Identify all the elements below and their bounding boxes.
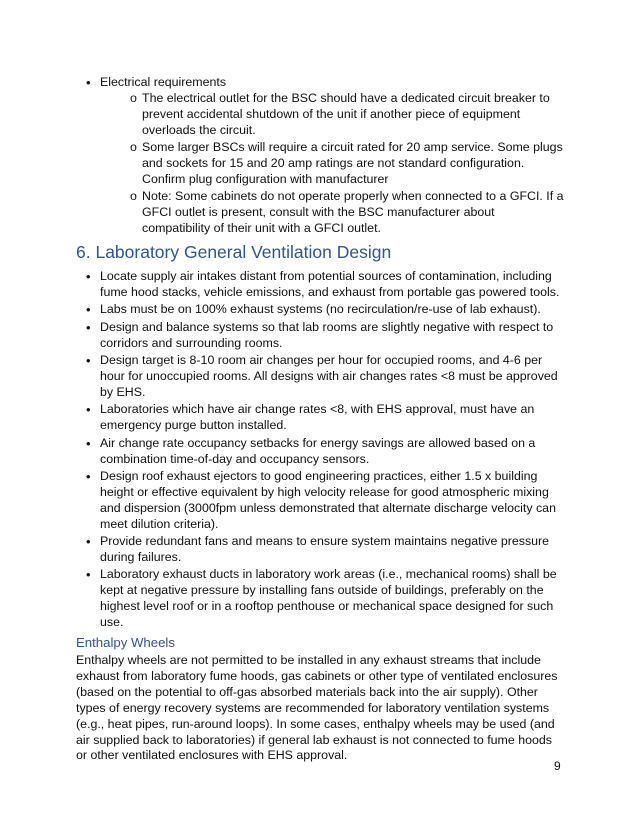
list-item: • Air change rate occupancy setbacks for energy savings are allowed based on a combination time-of-day and occupancy sensors. [76, 436, 566, 468]
list-item: • Design target is 8-10 room air changes per hour for occupied rooms, and 4-6 per hour for unoccupied rooms. All designs with air changes rates <8 must be approved by EHS. [76, 353, 566, 401]
electrical-list [76, 75, 566, 237]
list-item: • Design roof exhaust ejectors to good engineering practices, either 1.5 x building height or effective equivalent by high velocity release for good atmospheric mixing and dispersion (3000fpm unless demonstrated that alternate discharge velocity can meet dilution criteria). [76, 469, 566, 533]
list-item: • Labs must be on 100% exhaust systems (no recirculation/re-use of lab exhaust). [76, 302, 566, 318]
subsection-heading: Enthalpy Wheels [76, 635, 175, 650]
list-item: • Laboratories which have air change rates <8, with EHS approval, must have an emergency purge button installed. [76, 402, 566, 434]
list-item [76, 75, 566, 237]
page-number: 9 [554, 759, 561, 773]
list-item: • Laboratory exhaust ducts in laboratory work areas (i.e., mechanical rooms) shall be kept at negative pressure by installing fans outside of buildings, preferably on the highest level roof or in a rooftop penthouse or mechanical space designed for such use. [76, 567, 566, 631]
list-item: o The electrical outlet for the BSC should have a dedicated circuit breaker to prevent accidental shutdown of the unit if another piece of equipment overloads the circuit. [130, 91, 566, 139]
electrical-sublist [130, 91, 566, 237]
list-item: o Note: Some cabinets do not operate properly when connected to a GFCI. If a GFCI outlet is present, consult with the BSC manufacturer about compatibility of their unit with a GFCI outlet. [130, 189, 566, 237]
list-item: • Locate supply air intakes distant from potential sources of contamination, including fume hood stacks, vehicle emissions, and exhaust from portable gas powered tools. [76, 269, 566, 301]
ventilation-list [76, 269, 566, 631]
enthalpy-paragraph: Enthalpy wheels are not permitted to be installed in any exhaust streams that include exhaust from laboratory fume hoods, gas cabinets or other type of ventilated enclosures (based on the potential to off-gas absorbed materials back into the air supply). Other types of energy recovery systems are recommended for laboratory ventilation systems (e.g., heat pipes, run-around loops). In some cases, enthalpy wheels may be used (and air supplied back to laboratories) if general lab exhaust is not connected to fume hoods or other ventilated enclosures with EHS approval. [76, 653, 558, 763]
list-item: • Provide redundant fans and means to ensure system maintains negative pressure during failures. [76, 534, 566, 566]
section-heading: 6. Laboratory General Ventilation Design [76, 242, 392, 263]
list-item: o Some larger BSCs will require a circuit rated for 20 amp service. Some plugs and sockets for 15 and 20 amp ratings are not standard configuration. Confirm plug configuration with manufacturer [130, 140, 566, 188]
page-content [76, 75, 566, 764]
electrical-title: Electrical requirements [100, 75, 227, 89]
list-item: • Design and balance systems so that lab rooms are slightly negative with respect to corridors and surrounding rooms. [76, 320, 566, 352]
